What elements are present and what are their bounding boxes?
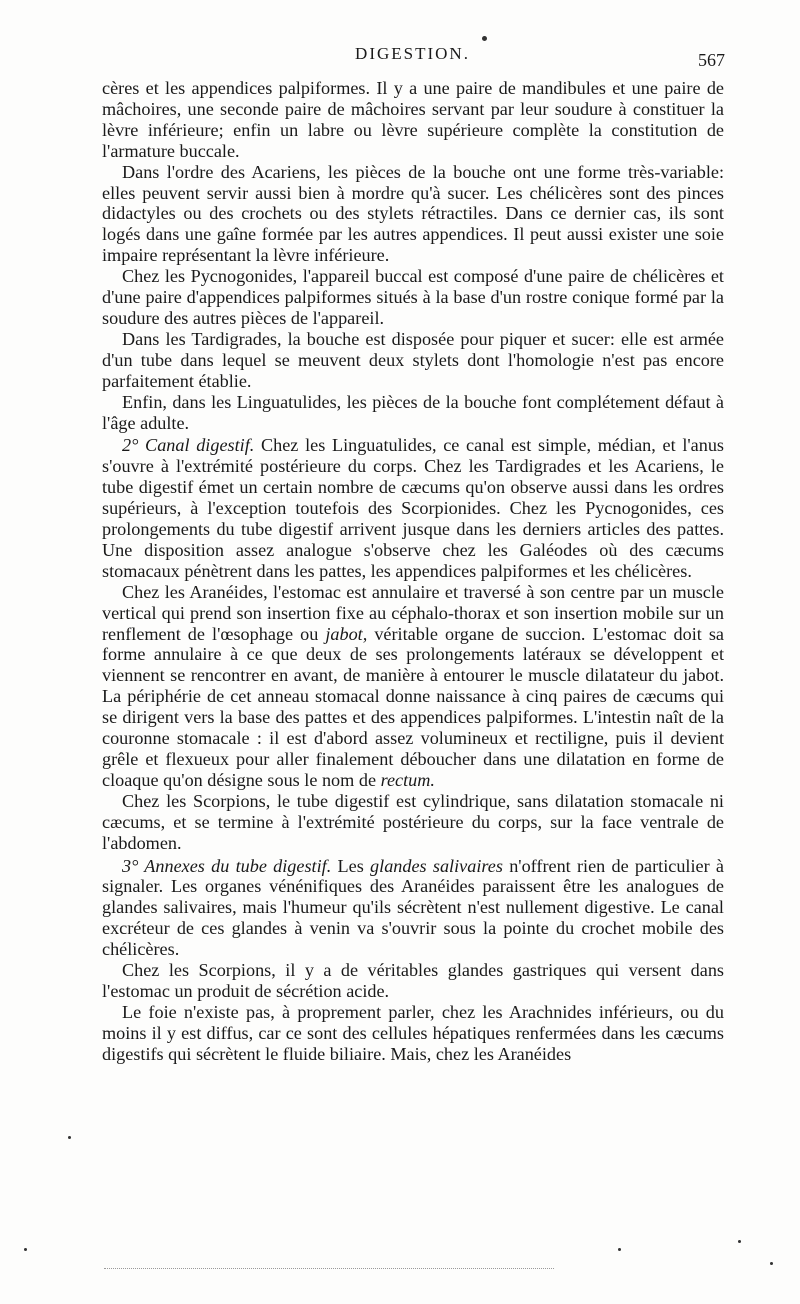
annexes-text-b: n'offrent rien de particulier à signaler. Les organes vénénifiques des Aranéides paraissent être les analogues de glandes salivaires, mais l'humeur qu'ils sécrètent n'est nullement digestive. Le canal excréteur de ces glandes à venin va s'ouvrir sous la pointe du crochet mobile des chélicères. (102, 855, 724, 960)
paragraph-scorpions-tube: Chez les Scorpions, le tube digestif est cylindrique, sans dilatation stomacale ni cæcums, et se termine à l'extrémité postérieure du corps, sur la face ventrale de l'abdomen. (102, 790, 724, 853)
term-rectum: rectum. (380, 769, 435, 790)
ink-speck (482, 36, 487, 41)
section-heading-canal-digestif: 2° Canal digestif. (122, 435, 255, 456)
section-heading-annexes: 3° Annexes du tube digestif. (122, 855, 332, 876)
running-title: DIGESTION. (355, 44, 470, 63)
footer-dotted-rule (104, 1268, 554, 1269)
running-head (100, 44, 725, 74)
term-glandes-salivaires: glandes salivaires (370, 855, 503, 876)
araneides-text-b: véritable organe de succion. L'estomac doit sa forme annulaire à ce que deux de ses prolongements latéraux se développent et viennent se rencontrer en avant, de manière à entourer le muscle dilatateur du jabot. La périphérie de cet anneau stomacal donne naissance à cinq paires de cæcums qui se dirigent vers la base des pattes et des appendices palpiformes. L'intestin naît de la couronne stomacale : il est d'abord assez volumineux et rectiligne, puis il devient grêle et flexueux pour aller finalement déboucher dans une dilatation en forme de cloaque qu'on désigne sous le nom de (102, 623, 725, 790)
page-number: 567 (698, 50, 725, 70)
ink-speck (738, 1240, 741, 1243)
araneides-text-a: Chez les Aranéides, l'estomac est annulaire et traversé à son centre par un muscle vertical qui prend son insertion fixe au céphalo-thorax et son insertion mobile sur un renflement de l'œsophage ou (102, 581, 724, 644)
paragraph-tardigrades: Dans les Tardigrades, la bouche est disposée pour piquer et sucer: elle est armée d'un tube dans lequel se meuvent deux stylets dont l'homologie n'est pas encore parfaitement établie. (102, 328, 724, 391)
paragraph-acariens: Dans l'ordre des Acariens, les pièces de la bouche ont une forme très-variable: elles peuvent servir aussi bien à mordre qu'à sucer. Les chélicères sont des pinces didactyles ou des crochets ou des stylets rétractiles. Dans ce dernier cas, ils sont logés dans une gaîne formée par les autres appendices. Il peut aussi exister une soie impaire représentant la lèvre inférieure. (102, 161, 724, 266)
paragraph-linguatulides: Enfin, dans les Linguatulides, les pièces de la bouche font complétement défaut à l'âge adulte. (102, 391, 724, 433)
ink-speck (618, 1248, 621, 1251)
annexes-text-a: Les (331, 855, 371, 876)
paragraph-continued: cères et les appendices palpiformes. Il y a une paire de mandibules et une paire de mâchoires, une seconde paire de mâchoires servant par leur soudure à constituer la lèvre inférieure; enfin un labre ou lèvre supérieure complète la constitution de l'armature buccale. (102, 78, 724, 161)
paragraph-canal-digestif-text: Chez les Linguatulides, ce canal est simple, médian, et l'anus s'ouvre à l'extrémité postérieure du corps. Chez les Tardigrades et les Acariens, le tube digestif émet un certain nombre de cæcums qu'on observe aussi dans les ordres supérieurs, à l'exception toutefois des Scorpionides. Chez les Pycnogonides, ces prolongements du tube digestif arrivent jusque dans les derniers articles des pattes. Une disposition assez analogue s'observe chez les Galéodes où des cæcums stomacaux pénètrent dans les pattes, les appendices palpiformes et les chélicères. (102, 435, 724, 581)
ink-speck (68, 1136, 71, 1139)
body-text (102, 78, 724, 1065)
paragraph-foie: Le foie n'existe pas, à proprement parler, chez les Arachnides inférieurs, ou du moins il y est diffus, car ce sont des cellules hépatiques renfermées dans les cæcums digestifs qui sécrètent le fluide biliaire. Mais, chez les Aranéides (102, 1001, 724, 1064)
paragraph-scorpions-glandes: Chez les Scorpions, il y a de véritables glandes gastriques qui versent dans l'estomac un produit de sécrétion acide. (102, 960, 724, 1001)
paragraph-canal-digestif (102, 435, 724, 581)
paragraph-annexes (102, 856, 724, 961)
paragraph-pycnogonides: Chez les Pycnogonides, l'appareil buccal est composé d'une paire de chélicères et d'une paire d'appendices palpiformes situés à la base d'un rostre conique formé par la soudure des autres pièces de l'appareil. (102, 266, 724, 328)
ink-speck (770, 1262, 773, 1265)
term-jabot: jabot, (325, 623, 368, 644)
ink-speck (24, 1248, 27, 1251)
paragraph-araneides-estomac (102, 582, 724, 791)
